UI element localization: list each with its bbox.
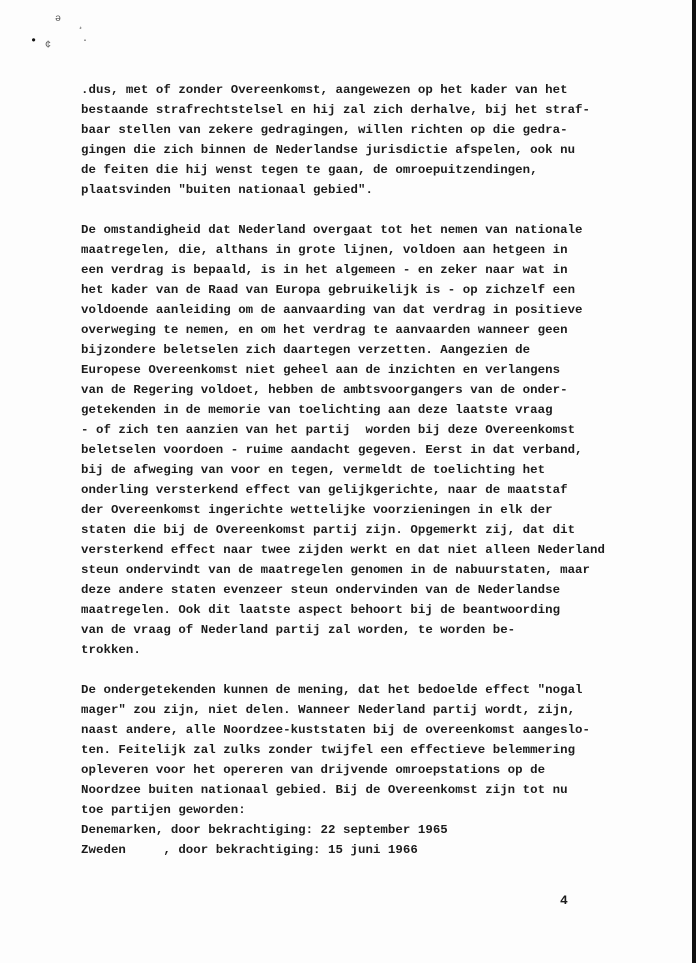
text-line: beletselen voordoen - ruime aandacht gegeven. Eerst in dat verband, (81, 443, 583, 457)
text-line: .dus, met of zonder Overeenkomst, aangewezen op het kader van het (81, 83, 568, 97)
ratification-line-denmark: Denemarken, door bekrachtiging: 22 september 1965 (81, 823, 448, 837)
document-body (81, 80, 641, 880)
text-line: deze andere staten evenzeer steun ondervinden van de Nederlandse (81, 583, 561, 597)
text-line: De omstandigheid dat Nederland overgaat tot het nemen van nationale (81, 223, 583, 237)
text-line: bijzondere beletselen zich daartegen verzetten. Aangezien de (81, 343, 531, 357)
ratification-line-sweden: Zweden , door bekrachtiging: 15 juni 1966 (81, 843, 418, 857)
text-line: onderling versterkend effect van gelijkgerichte, naar de maatstaf (81, 483, 568, 497)
text-line: bestaande strafrechtstelsel en hij zal zich derhalve, bij het straf- (81, 103, 591, 117)
text-line: van de vraag of Nederland partij zal worden, te worden be- (81, 623, 516, 637)
paragraph-2 (81, 220, 641, 660)
text-line: mager" zou zijn, niet delen. Wanneer Nederland partij wordt, zijn, (81, 703, 576, 717)
margin-mark: · (82, 36, 89, 47)
text-line: baar stellen van zekere gedragingen, willen richten op die gedra- (81, 123, 568, 137)
paragraph-1 (81, 80, 641, 200)
text-line: getekenden in de memorie van toelichting aan deze laatste vraag (81, 403, 553, 417)
text-line: opleveren voor het opereren van drijvende omroepstations op de (81, 763, 546, 777)
text-line: Noordzee buiten nationaal gebied. Bij de Overeenkomst zijn tot nu (81, 783, 568, 797)
scan-edge (692, 0, 696, 963)
margin-mark: ¸ (79, 20, 86, 31)
text-line: versterkend effect naar twee zijden werkt en dat niet alleen Nederland (81, 543, 605, 557)
text-line: voldoende aanleiding om de aanvaarding van dat verdrag in positieve (81, 303, 583, 317)
margin-mark: ¢ (45, 40, 52, 51)
text-line: maatregelen, die, althans in grote lijnen, voldoen aan hetgeen in (81, 243, 568, 257)
text-line: naast andere, alle Noordzee-kuststaten bij de overeenkomst aangeslo- (81, 723, 591, 737)
text-line: der Overeenkomst ingerichte wettelijke voorzieningen in elk der (81, 503, 553, 517)
text-line: van de Regering voldoet, hebben de ambtsvoorgangers van de onder- (81, 383, 568, 397)
text-line: een verdrag is bepaald, is in het algemeen - en zeker naar wat in (81, 263, 568, 277)
text-line: ten. Feitelijk zal zulks zonder twijfel een effectieve belemmering (81, 743, 576, 757)
text-line: steun ondervindt van de maatregelen genomen in de nabuurstaten, maar (81, 563, 591, 577)
text-line: Europese Overeenkomst niet geheel aan de inzichten en verlangens (81, 363, 561, 377)
margin-mark: ə (55, 14, 62, 25)
margin-mark: • (30, 34, 38, 48)
text-line: het kader van de Raad van Europa gebruikelijk is - op zichzelf een (81, 283, 576, 297)
text-line: bij de afweging van voor en tegen, vermeldt de toelichting het (81, 463, 546, 477)
text-line: maatregelen. Ook dit laatste aspect behoort bij de beantwoording (81, 603, 561, 617)
text-line: overweging te nemen, en om het verdrag te aanvaarden wanneer geen (81, 323, 568, 337)
text-line: plaatsvinden "buiten nationaal gebied". (81, 183, 373, 197)
text-line: De ondergetekenden kunnen de mening, dat het bedoelde effect "nogal (81, 683, 583, 697)
text-line: staten die bij de Overeenkomst partij zijn. Opgemerkt zij, dat dit (81, 523, 576, 537)
page-number: 4 (560, 893, 568, 908)
text-line: - of zich ten aanzien van het partij worden bij deze Overeenkomst (81, 423, 576, 437)
text-line: toe partijen geworden: (81, 803, 246, 817)
text-line: gingen die zich binnen de Nederlandse jurisdictie afspelen, ook nu (81, 143, 576, 157)
text-line: de feiten die hij wenst tegen te gaan, de omroepuitzendingen, (81, 163, 538, 177)
paragraph-3 (81, 680, 641, 860)
text-line: trokken. (81, 643, 141, 657)
